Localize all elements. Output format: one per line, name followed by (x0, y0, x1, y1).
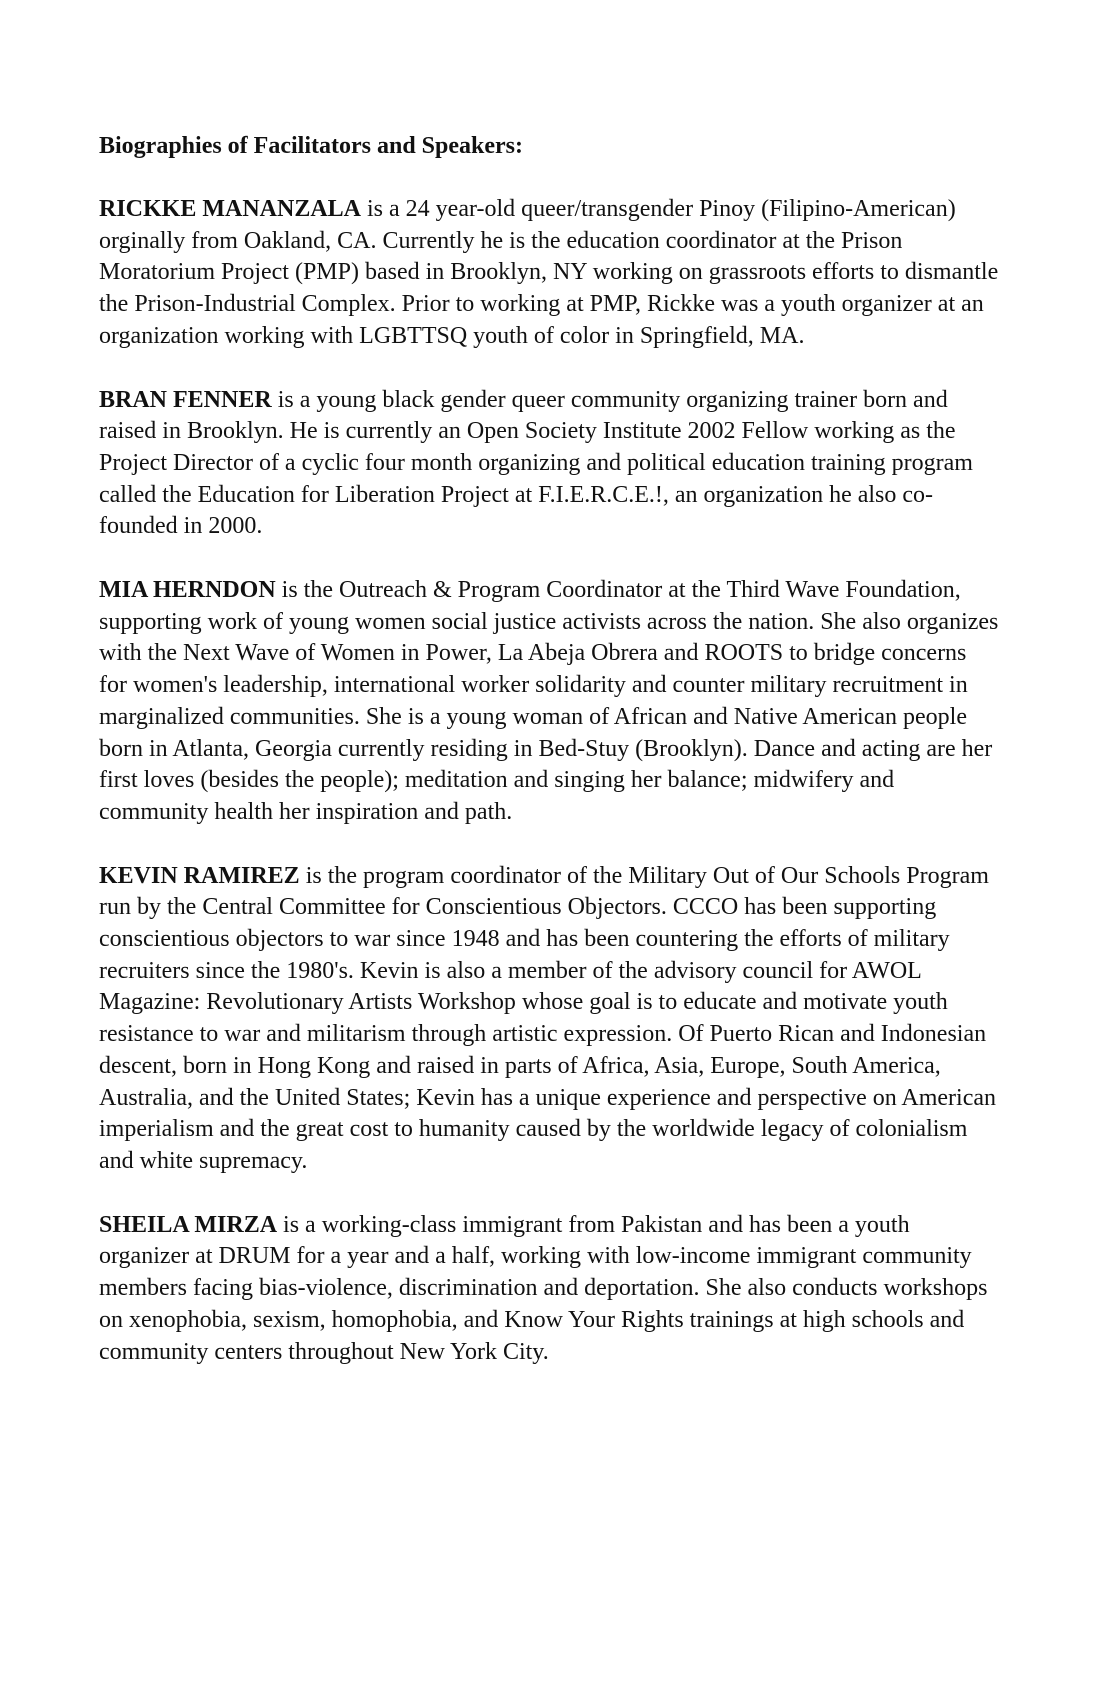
bio-bran-fenner (99, 385, 999, 544)
bio-text: is the Outreach & Program Coordinator at the Third Wave Foundation, supporting work of young women social justice activists across the nation. She also organizes with the Next Wave of Women in Power, La Abeja Obrera and ROOTS to bridge concerns for women's leadership, international worker solidarity and counter military recruitment in marginalized communities. She is a young woman of African and Native American people born in Atlanta, Georgia currently residing in Bed-Stuy (Brooklyn). Dance and acting are her first loves (besides the people); meditation and singing her balance; midwifery and community health her inspiration and path. (99, 577, 999, 825)
bio-mia-herndon (99, 575, 999, 829)
bio-name: SHEILA MIRZA (99, 1211, 278, 1238)
bio-text: is a working-class immigrant from Pakistan and has been a youth organizer at DRUM for a year and a half, working with low-income immigrant community members facing bias-violence, discrimination and deportation. She also conducts workshops on xenophobia, sexism, homophobia, and Know Your Rights trainings at high schools and community centers throughout New York City. (99, 1211, 988, 1365)
bio-name: RICKKE MANANZALA (99, 196, 362, 222)
bio-name: BRAN FENNER (99, 386, 272, 413)
bio-name: MIA HERNDON (99, 577, 276, 604)
page-content (99, 130, 999, 1400)
bio-rickke-mananzala (99, 194, 999, 353)
bio-text: is the program coordinator of the Military Out of Our Schools Program run by the Central Committee for Conscientious Objectors. CCCO has been supporting conscientious objectors to war since 1948 and has been countering the efforts of military recruiters since the 1980's. Kevin is also a member of the advisory council for AWOL Magazine: Revolutionary Artists Workshop whose goal is to educate and motivate youth resistance to war and militarism through artistic expression. Of Puerto Rican and Indonesian descent, born in Hong Kong and raised in parts of Africa, Asia, Europe, South America, Australia, and the United States; Kevin has a unique experience and perspective on American imperialism and the great cost to humanity caused by the worldwide legacy of colonialism and white supremacy. (99, 862, 997, 1174)
bio-name: KEVIN RAMIREZ (99, 862, 300, 889)
bio-kevin-ramirez (99, 861, 999, 1178)
page-heading: Biographies of Facilitators and Speakers: (99, 133, 523, 159)
bio-text: is a 24 year-old queer/transgender Pinoy (Filipino-American) orginally from Oakland, CA. Currently he is the education coordinator at the Prison Moratorium Project (PMP) based in Brooklyn, NY working on grassroots efforts to dismantle the Prison-Industrial Complex. Prior to working at PMP, Rickke was a youth organizer at an organization working with LGBTTSQ youth of color in Springfield, MA. (99, 196, 999, 349)
bio-text: is a young black gender queer community organizing trainer born and raised in Brooklyn. He is currently an Open Society Institute 2002 Fellow working as the Project Director of a cyclic four month organizing and political education training program called the Education for Liberation Project at F.I.E.R.C.E.!, an organization he also co-founded in 2000. (99, 386, 973, 540)
bio-sheila-mirza (99, 1210, 999, 1369)
